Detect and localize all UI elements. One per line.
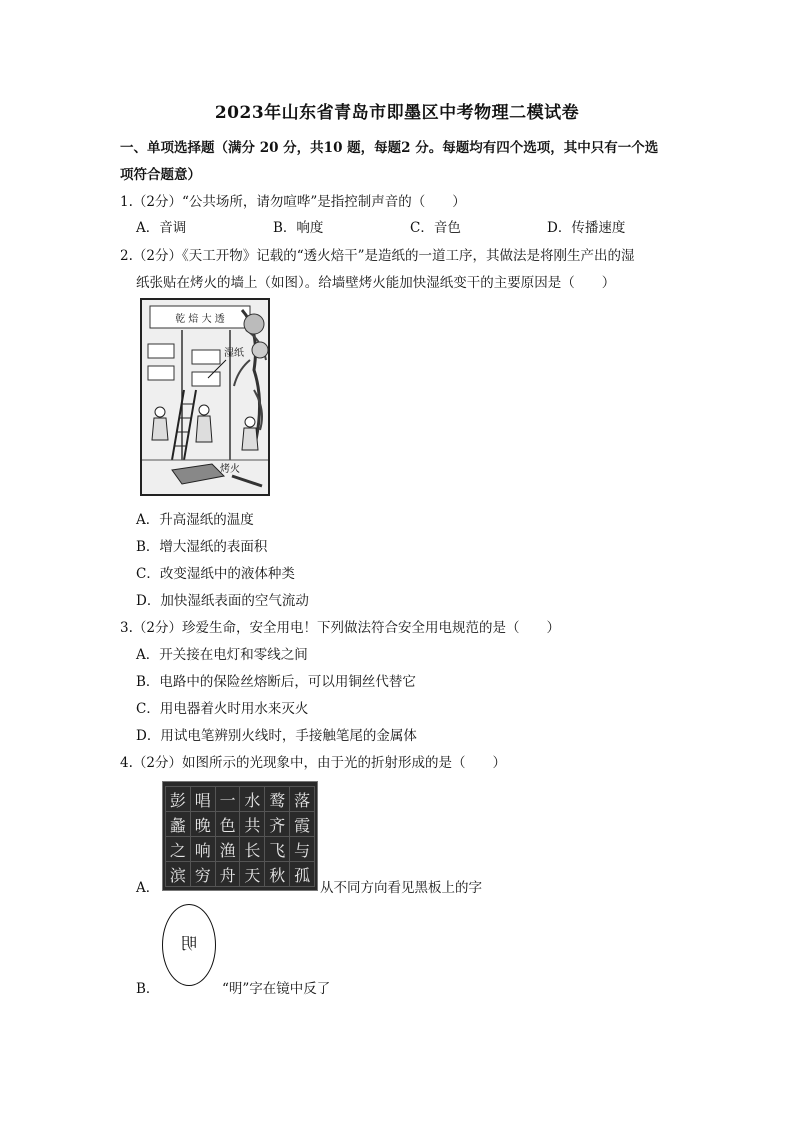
blackboard-char: 蠡 (166, 812, 191, 837)
blackboard-char: 与 (290, 837, 315, 862)
q4-mirror-image (162, 904, 216, 986)
q4-blackboard-image (162, 781, 318, 891)
q3-option-b: B．电路中的保险丝熔断后，可以用铜丝代替它 (136, 674, 416, 690)
blackboard-char: 霞 (290, 812, 315, 837)
blackboard-char: 共 (240, 812, 265, 837)
q1-option-d: D．传播速度 (547, 220, 626, 236)
blackboard-char: 穷 (190, 862, 215, 887)
q2-stem-line1: 2.（2分）《天工开物》记载的“透火焙干”是造纸的一道工序，其做法是将刚生产出的湿 (120, 248, 635, 264)
blackboard-char: 色 (215, 812, 240, 837)
blackboard-char: 舟 (215, 862, 240, 887)
blackboard-char: 之 (166, 837, 191, 862)
blackboard-char: 唱 (190, 787, 215, 812)
label-wet-paper: 湿纸 (224, 348, 244, 359)
q4-stem: 4.（2分）如图所示的光现象中，由于光的折射形成的是（ ） (120, 755, 506, 771)
blackboard-char: 渔 (215, 837, 240, 862)
blackboard-char: 齐 (265, 812, 290, 837)
q2-figure-paper-drying (140, 298, 270, 496)
blackboard-char: 水 (240, 787, 265, 812)
q2-option-c: C．改变湿纸中的液体种类 (136, 566, 295, 582)
q3-option-d: D．用试电笔辨别火线时，手接触笔尾的金属体 (136, 728, 417, 744)
q1-option-c: C．音色 (410, 220, 461, 236)
blackboard-char: 秋 (265, 862, 290, 887)
q4-option-b-text: “明”字在镜中反了 (222, 981, 331, 997)
q4-option-a-text: 从不同方向看见黑板上的字 (320, 880, 482, 896)
q1-option-a: A．音调 (136, 220, 187, 236)
section-heading-line1: 一、单项选择题（满分 20 分，共10 题，每题2 分。每题均有四个选项，其中只有一个选 (120, 140, 659, 156)
q3-stem: 3.（2分）珍爱生命，安全用电！下列做法符合安全用电规范的是（ ） (120, 620, 560, 636)
figure-header-text: 乾 焙 大 透 (175, 314, 225, 325)
q4-option-a-label: A． (136, 880, 160, 896)
blackboard-char: 飞 (265, 837, 290, 862)
page-title: 2023年山东省青岛市即墨区中考物理二模试卷 (214, 103, 580, 123)
blackboard-char: 落 (290, 787, 315, 812)
q1-options (136, 216, 684, 236)
blackboard-char: 滨 (166, 862, 191, 887)
q3-option-a: A．开关接在电灯和零线之间 (136, 647, 308, 663)
woodcut-illustration (142, 300, 268, 494)
blackboard-char: 响 (190, 837, 215, 862)
label-fire: 烤火 (220, 464, 240, 475)
blackboard-char: 彭 (166, 787, 191, 812)
blackboard-char-grid (165, 786, 315, 887)
blackboard-char: 一 (215, 787, 240, 812)
q2-option-d: D．加快湿纸表面的空气流动 (136, 593, 309, 609)
mirrored-char: 明 (181, 934, 198, 953)
q3-option-c: C．用电器着火时用水来灭火 (136, 701, 309, 717)
q2-option-b: B．增大湿纸的表面积 (136, 539, 268, 555)
q1-stem: 1.（2分）“公共场所，请勿喧哗”是指控制声音的（ ） (120, 194, 466, 210)
section-heading-line2: 项符合题意） (120, 167, 201, 183)
blackboard-char: 晚 (190, 812, 215, 837)
q2-option-a: A．升高湿纸的温度 (136, 512, 254, 528)
q2-stem-line2: 纸张贴在烤火的墙上（如图）。给墙壁烤火能加快湿纸变干的主要原因是（ ） (136, 275, 616, 291)
q4-option-b-label: B． (136, 981, 160, 997)
blackboard-char: 长 (240, 837, 265, 862)
q1-option-b: B．响度 (273, 220, 324, 236)
blackboard-char: 鹜 (265, 787, 290, 812)
blackboard-char: 孤 (290, 862, 315, 887)
blackboard-char: 天 (240, 862, 265, 887)
